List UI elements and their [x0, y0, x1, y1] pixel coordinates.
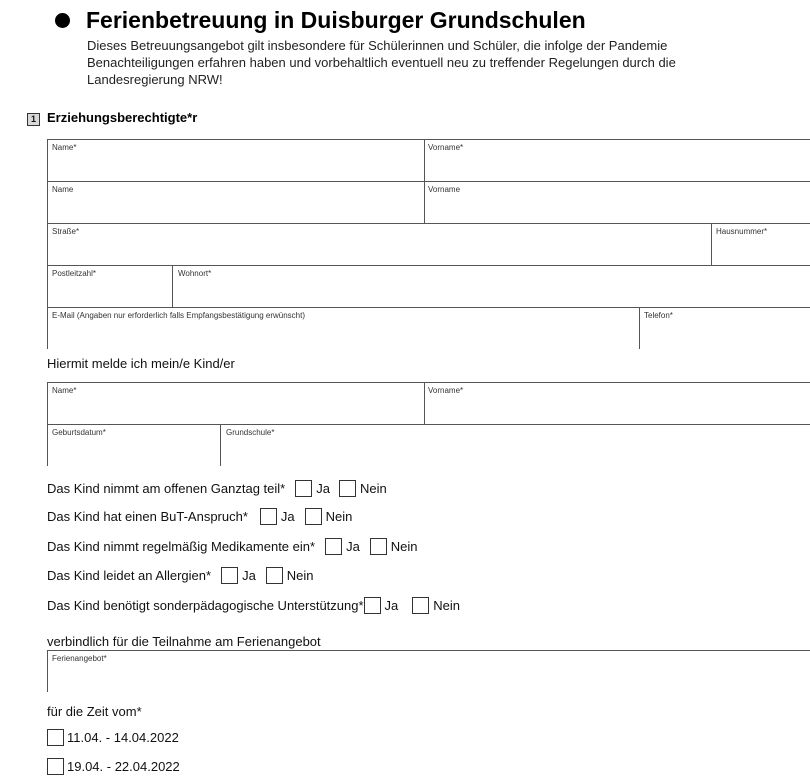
- grid-line: [47, 307, 810, 308]
- hausnummer-field[interactable]: Hausnummer*: [716, 227, 768, 236]
- checkbox[interactable]: [47, 758, 64, 775]
- plz-field[interactable]: Postleitzahl*: [52, 269, 97, 278]
- parent2-vorname-field[interactable]: Vorname: [428, 185, 461, 194]
- checkbox[interactable]: [266, 567, 283, 584]
- question-but: [47, 508, 352, 525]
- grid-line: [639, 307, 640, 349]
- question-ganztag: [47, 480, 387, 497]
- checkbox[interactable]: [260, 508, 277, 525]
- grid-line: [47, 382, 48, 466]
- parent2-name-field[interactable]: Name: [52, 185, 74, 194]
- section-number-badge: 1: [27, 113, 40, 126]
- question-text: Das Kind benötigt sonderpädagogische Unterstützung*: [47, 598, 364, 613]
- intro-line: Benachteiligungen erfahren haben und vorbehaltlich eventuell neu zu treffender Regelungen durch die: [87, 55, 676, 70]
- grid-line: [47, 223, 810, 224]
- option-label: Nein: [359, 481, 387, 496]
- question-text: Das Kind nimmt regelmäßig Medikamente ein*: [47, 539, 316, 554]
- question-sonderpaedagogik: [47, 597, 460, 614]
- intro-line: Landesregierung NRW!: [87, 72, 223, 87]
- medikamente-nein-option[interactable]: [370, 538, 418, 555]
- question-text: Das Kind hat einen BuT-Anspruch*: [47, 509, 248, 524]
- checkbox[interactable]: [412, 597, 429, 614]
- grid-line: [47, 382, 810, 383]
- option-label: Ja: [384, 598, 399, 613]
- grid-line: [711, 223, 712, 265]
- parent-vorname-field[interactable]: Vorname*: [428, 143, 464, 152]
- child-name-field[interactable]: Name*: [52, 386, 77, 395]
- checkbox[interactable]: [221, 567, 238, 584]
- grid-line: [172, 265, 173, 307]
- question-text: Das Kind nimmt am offenen Ganztag teil*: [47, 481, 286, 496]
- child-vorname-field[interactable]: Vorname*: [428, 386, 464, 395]
- geburtsdatum-field[interactable]: Geburtsdatum*: [52, 428, 106, 437]
- option-label: 19.04. - 22.04.2022: [67, 759, 180, 774]
- ganztag-nein-option[interactable]: [339, 480, 387, 497]
- but-ja-option[interactable]: [260, 508, 295, 525]
- offer-heading: verbindlich für die Teilnahme am Ferienangebot: [47, 634, 321, 649]
- strasse-field[interactable]: Straße*: [52, 227, 80, 236]
- option-label: Ja: [242, 568, 256, 583]
- checkbox[interactable]: [47, 729, 64, 746]
- grid-line: [47, 650, 810, 651]
- option-label: Nein: [325, 509, 353, 524]
- period-option-2[interactable]: [47, 758, 180, 775]
- option-label: 11.04. - 14.04.2022: [67, 730, 179, 745]
- question-medikamente: [47, 538, 418, 555]
- checkbox[interactable]: [295, 480, 312, 497]
- grid-line: [47, 650, 48, 692]
- option-label: Ja: [280, 509, 295, 524]
- option-label: Nein: [390, 539, 418, 554]
- checkbox[interactable]: [339, 480, 356, 497]
- period-heading: für die Zeit vom*: [47, 704, 142, 719]
- grid-line: [47, 181, 810, 182]
- page-title: Ferienbetreuung in Duisburger Grundschulen: [86, 7, 586, 33]
- but-nein-option[interactable]: [305, 508, 353, 525]
- grid-line: [220, 424, 221, 466]
- grid-line: [47, 424, 810, 425]
- grid-line: [424, 382, 425, 424]
- checkbox[interactable]: [364, 597, 381, 614]
- option-label: Ja: [316, 481, 330, 496]
- grid-line: [47, 139, 48, 349]
- checkbox[interactable]: [370, 538, 387, 555]
- parent-name-field[interactable]: Name*: [52, 143, 77, 152]
- period-option-1[interactable]: [47, 729, 179, 746]
- ferienangebot-field[interactable]: Ferienangebot*: [52, 654, 107, 663]
- bullet-icon: [55, 13, 70, 28]
- question-text: Das Kind leidet an Allergien*: [47, 568, 212, 583]
- grid-line: [47, 265, 810, 266]
- section-title: Erziehungsberechtigte*r: [47, 110, 198, 125]
- intro-line: Dieses Betreuungsangebot gilt insbesondere für Schülerinnen und Schüler, die infolge der Pandemie: [87, 38, 668, 53]
- option-label: Ja: [346, 539, 360, 554]
- allergien-ja-option[interactable]: [221, 567, 256, 584]
- option-label: Nein: [286, 568, 314, 583]
- medikamente-ja-option[interactable]: [325, 538, 360, 555]
- checkbox[interactable]: [305, 508, 322, 525]
- option-label: Nein: [433, 598, 461, 613]
- allergien-nein-option[interactable]: [266, 567, 314, 584]
- checkbox[interactable]: [325, 538, 342, 555]
- ganztag-ja-option[interactable]: [295, 480, 330, 497]
- grid-line: [47, 139, 810, 140]
- wohnort-field[interactable]: Wohnort*: [178, 269, 212, 278]
- child-heading: Hiermit melde ich mein/e Kind/er: [47, 356, 235, 371]
- sonderpaedagogik-ja-option[interactable]: [364, 597, 399, 614]
- grid-line: [424, 139, 425, 223]
- email-field[interactable]: E-Mail (Angaben nur erforderlich falls Empfangsbestätigung erwünscht): [52, 311, 306, 320]
- sonderpaedagogik-nein-option[interactable]: [412, 597, 460, 614]
- intro-text: [87, 37, 803, 88]
- question-allergien: [47, 567, 314, 584]
- grundschule-field[interactable]: Grundschule*: [226, 428, 275, 437]
- telefon-field[interactable]: Telefon*: [644, 311, 673, 320]
